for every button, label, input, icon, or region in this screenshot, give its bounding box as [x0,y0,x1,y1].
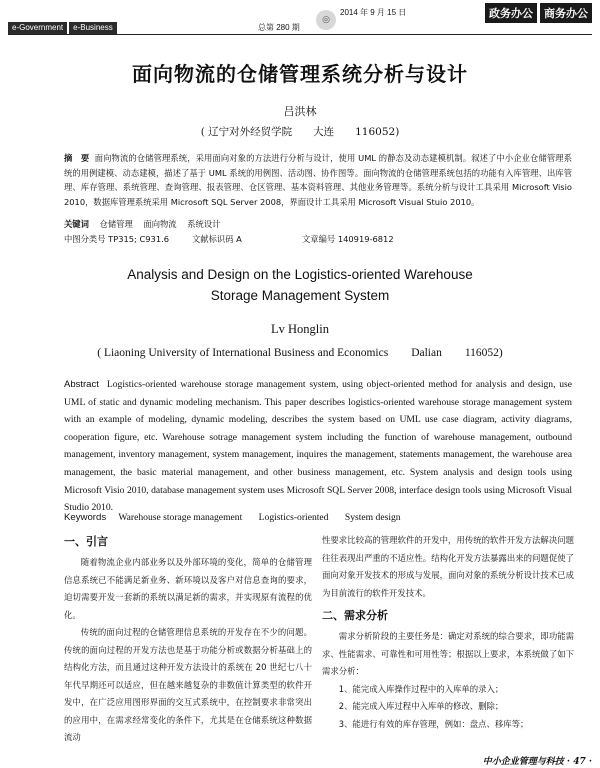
affiliation-cn: ( 辽宁对外经贸学院 大连 116052) [200,126,400,138]
header-tabs [482,3,592,23]
body-column-left [64,532,312,747]
paper-title-en [0,264,600,306]
keyword-cn: 系统设计 [187,219,221,229]
body-paragraph: 需求分析阶段的主要任务是：确定对系统的综合要求，即功能需求、性能需求、可靠性和可用性等；根据以上要求，本系统做了如下需求分析： [322,631,574,676]
body-paragraph: 性要求比较高的管理软件的开发中，用传统的软件开发方法解决问题往往表现出严重的不适应性。结构化开发方法暴露出来的问题促使了面向对象开发技术的形成与发展，面向对象的系统分析设计技术已成为目前流行的软件开发技术。 [322,535,574,598]
header-tab-business-office: 商务办公 [540,3,592,23]
abstract-label-en: Abstract [64,379,99,390]
issue-date: 2014 年 9 月 15 日 [340,8,407,17]
header-pill-egovernment: e-Government [8,22,67,34]
keyword-cn: 面向物流 [143,219,177,229]
abstract-text-en: Logistics-oriented warehouse storage management system, using object-oriented method for analysis and design, use UML of static and dynamic modeling mechanism. This paper describes logistics-oriented warehouse storage management system with an example of modeling, dynamic modeling, describes the system based on UML use case diagram, activity diagrams, cooperation figure, etc. Warehouse sotrage management system including the function of warehouse management, outbound management, inventory management, system management, inquires the management, statements management, the warehouse area management, the basic material management, and other business management, etc. System analysis and design tools using Microsoft Visio 2010, database management system uses Microsoft SQL Server 2008, interface design tools using Microsoft Visual Studio 2010. [64,379,572,514]
keyword-cn: 仓储管理 [99,219,133,229]
abstract-text-cn: 面向物流的仓储管理系统，采用面向对象的方法进行分析与设计，使用 UML 的静态及动态建模机制。叙述了中小企业仓储管理系统的用例建模、动态建模，描述了基于 UML 系统的用例图、活动图、协作图等。面向物流的仓储管理系统包括的功能有入库管理、出库管理、库存管理、系统管理、查询管理、报表管理、仓区管理、基本资料管理、其他业务管理等。系统分析与设计工具采用 Microsoft Visio 2010，数据库管理系统采用 Microsoft SQL Server 2008，界面设计工具采用 Microsoft Visual Stuio 2010。 [64,153,572,207]
journal-logo-icon: ◎ [316,10,336,30]
classification-number: 中图分类号 TP315; C931.6 [64,234,170,244]
paper-title: 面向物流的仓储管理系统分析与设计 [132,62,468,86]
header-rule [8,34,592,35]
keywords-label-cn: 关键词 [64,219,89,229]
author-name-cn: 吕洪林 [283,105,317,118]
keyword-en: System design [344,512,401,523]
header-pill-ebusiness: e-Business [69,22,117,34]
keyword-en: Logistics-oriented [258,512,329,523]
title-en-line-2: Storage Management System [210,288,390,303]
author-name-en: Lv Honglin [271,322,329,336]
title-en-line-1: Analysis and Design on the Logistics-oriented Warehouse [127,267,473,282]
keywords-label-en: Keywords [64,512,107,523]
body-column-right [322,532,574,733]
abstract-label-cn: 摘 要 [64,153,90,163]
list-item: 3、能进行有效的库存管理，例如：盘点、移库等； [338,718,529,729]
header-tab-government-office: 政务办公 [485,3,537,23]
affiliation-en: ( Liaoning University of International Business and Economics Dalian 116052) [97,347,503,359]
document-code: 文献标识码 A [192,234,242,244]
list-item: 2、能完成入库过程中入库单的修改、删除； [338,701,504,711]
keywords-cn [64,218,228,230]
page-footer: 中小企业管理与科技 · 47 · [482,757,592,767]
article-number: 文章编号 140919-6812 [302,234,394,244]
body-paragraph: 传统的面向过程的仓储管理信息系统的开发存在不少的问题。传统的面向过程的开发方法也是基于功能分析或数据分析基础上的结构化方法，而且通过这种开发方法设计的系统在 20 世纪七八十年代早期还可以适应，但在越来越复杂的非数值计算类型的软件开发中，在广泛应用图形界面的交互式系统中，在控制要求非常突出的应用中，在需求经常变化的条件下，尤其是在仓储系统这种数据流动 [64,627,312,742]
body-paragraph: 随着物流企业内部业务以及外部环境的变化，简单的仓储管理信息系统已不能满足新业务、新环境以及客户对信息查询的要求，迫切需要开发一套新的系统以满足新的需求，并实现原有流程的优化。 [64,557,312,620]
abstract-cn [64,151,572,209]
keywords-en [64,512,415,523]
list-item: 1、能完成入库操作过程中的入库单的录入； [338,683,504,694]
abstract-en [64,376,572,517]
section-heading-introduction: 一、引言 [64,535,108,548]
header-section-pills [8,22,119,34]
section-heading-requirements: 二、需求分析 [322,609,388,622]
keyword-en: Warehouse storage management [118,512,243,523]
issue-number: 总第 280 期 [258,23,300,32]
